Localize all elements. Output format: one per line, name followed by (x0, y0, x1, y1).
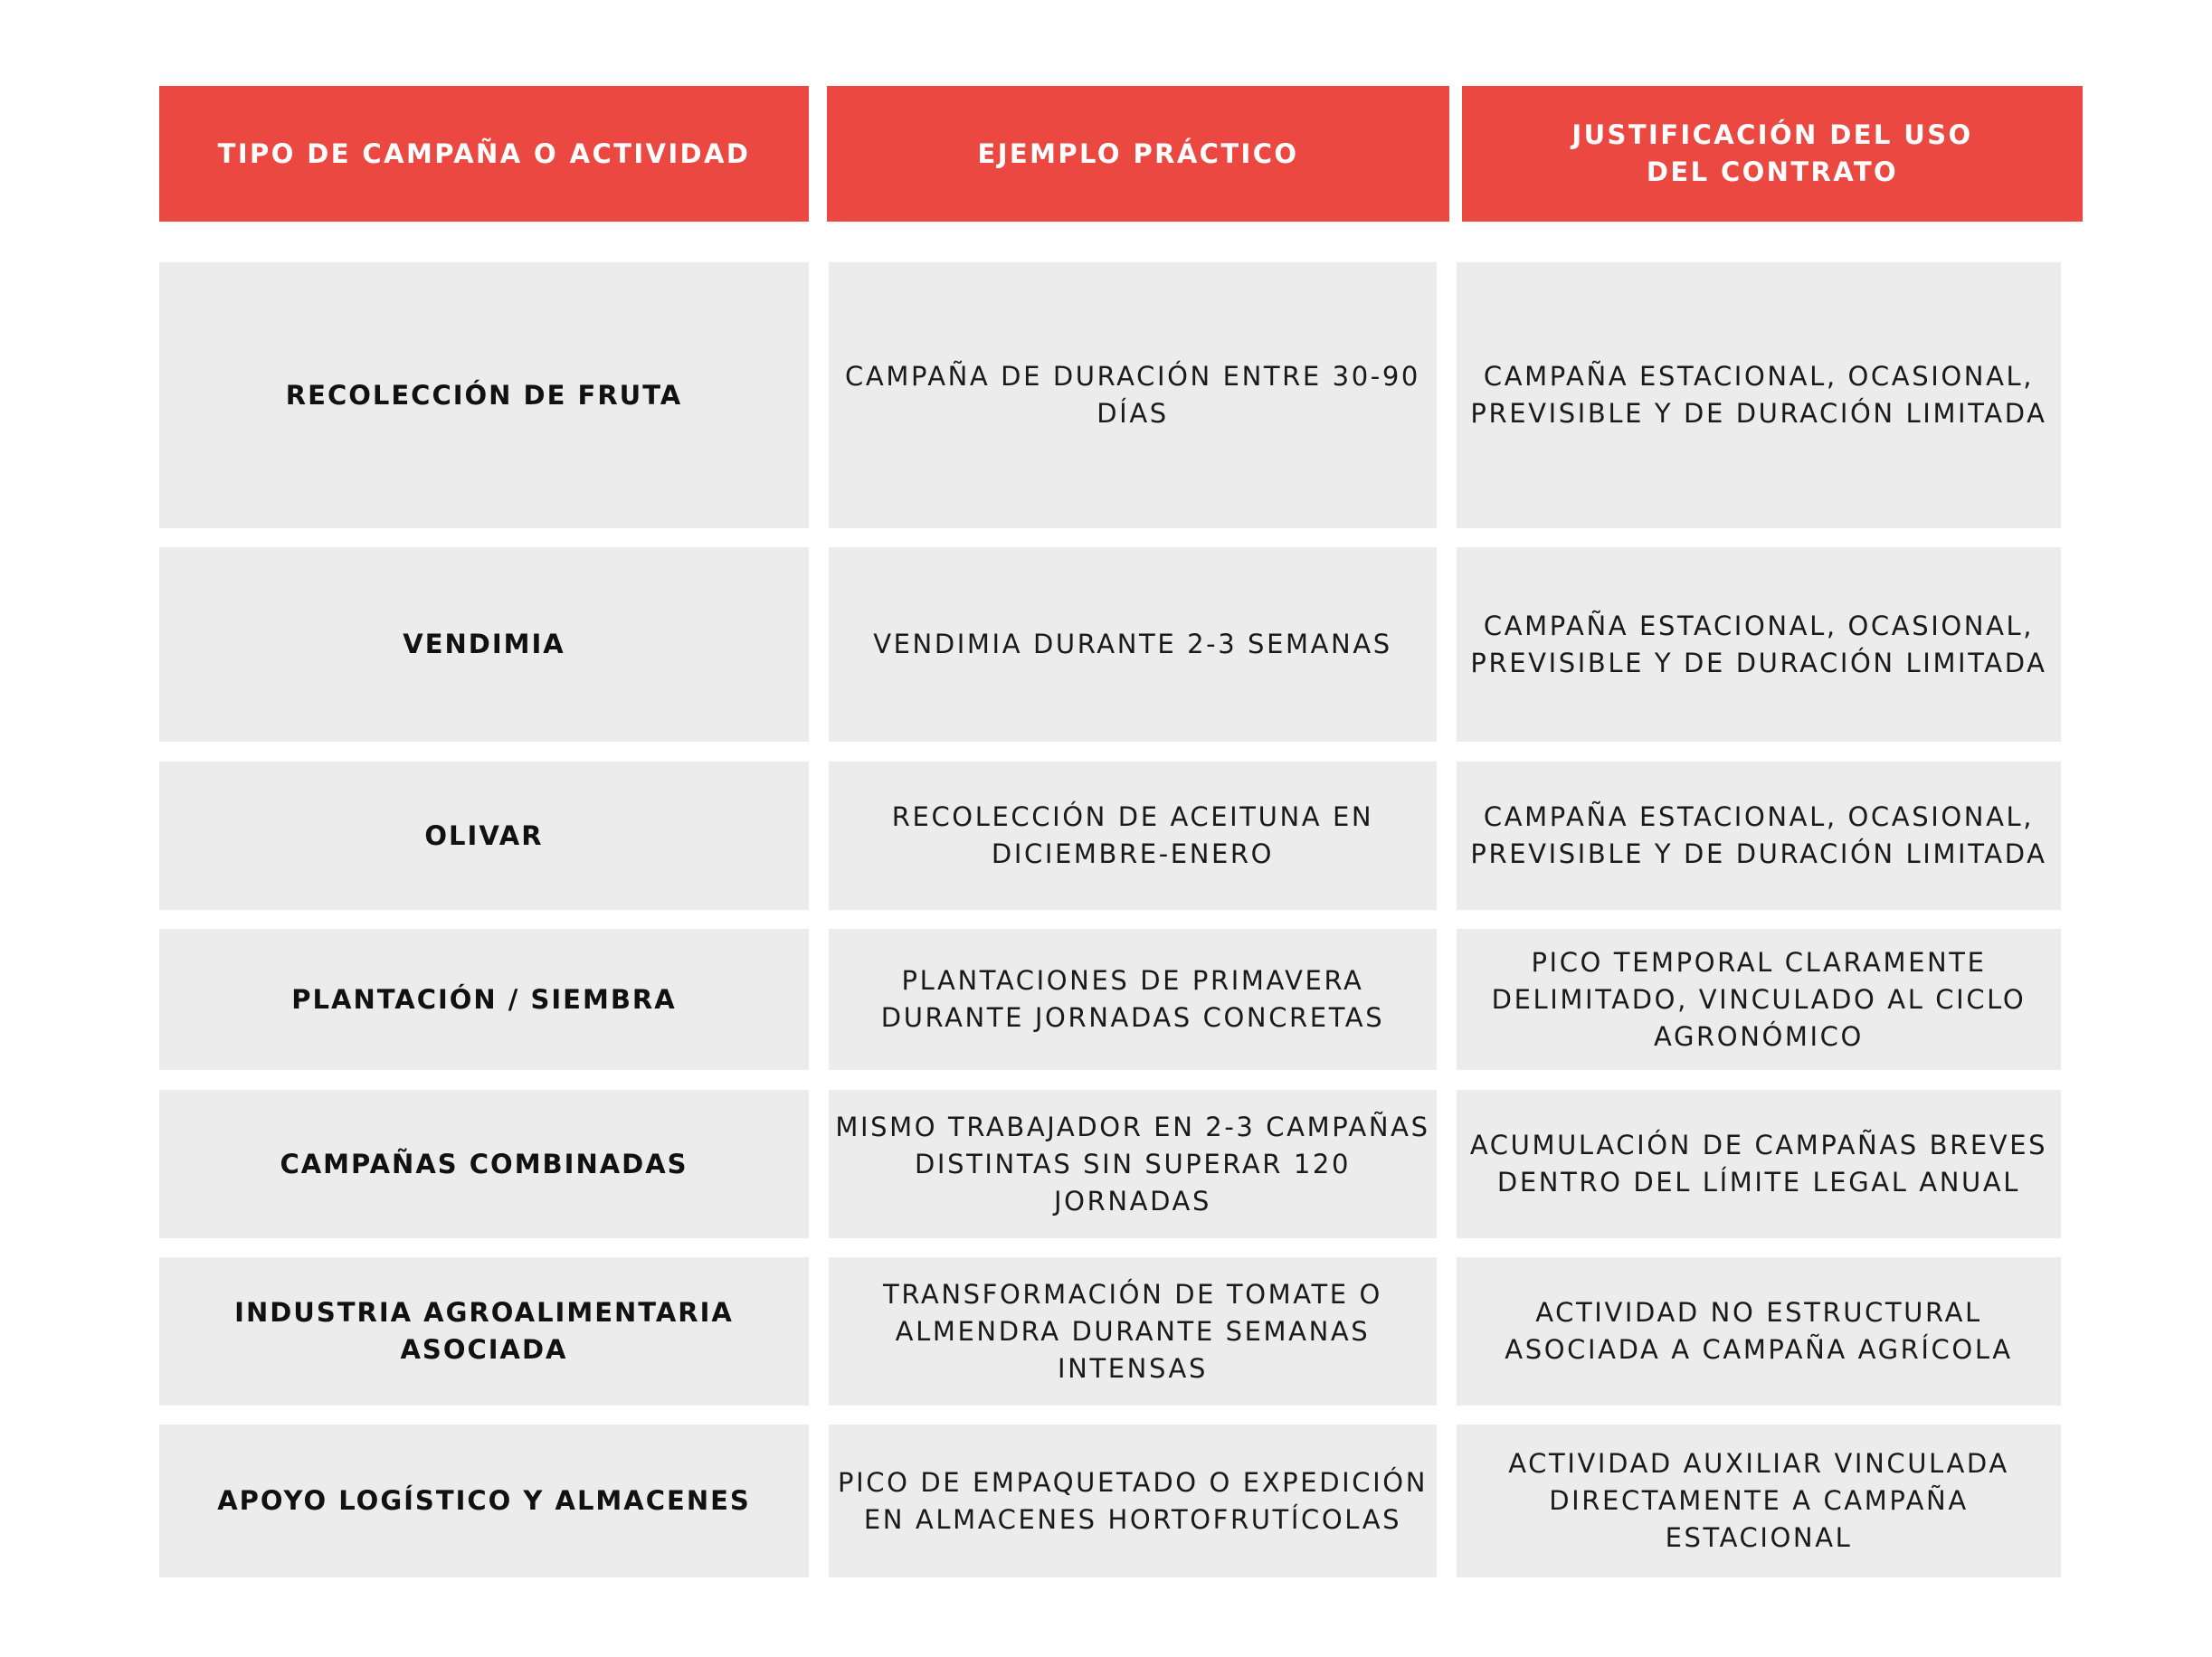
table-cell-contract-justification-text: ACTIVIDAD AUXILIAR VINCULADA DIRECTAMENTE A CAMPAÑA ESTACIONAL (1508, 1448, 2009, 1553)
table-cell-contract-justification-text: CAMPAÑA ESTACIONAL, OCASIONAL, PREVISIBLE Y DE DURACIÓN LIMITADA (1470, 801, 2047, 869)
table-cell-contract-justification (1457, 1257, 2061, 1406)
table-cell-practical-example (829, 762, 1437, 910)
table-cell-contract-justification-text: CAMPAÑA ESTACIONAL, OCASIONAL, PREVISIBLE Y DE DURACIÓN LIMITADA (1470, 610, 2047, 678)
table-cell-practical-example-text: RECOLECCIÓN DE ACEITUNA EN DICIEMBRE-ENERO (891, 801, 1374, 869)
table-cell-practical-example-text: TRANSFORMACIÓN DE TOMATE O ALMENDRA DURANTE SEMANAS INTENSAS (883, 1278, 1382, 1384)
table-cell-activity-type-text: INDUSTRIA AGROALIMENTARIA ASOCIADA (234, 1297, 734, 1365)
header-practical-example (827, 86, 1449, 222)
header-contract-justification (1462, 86, 2083, 222)
table-cell-practical-example (829, 1425, 1437, 1577)
table-cell-activity-type-text: VENDIMIA (403, 629, 565, 659)
table-cell-practical-example-text: PICO DE EMPAQUETADO O EXPEDICIÓN EN ALMACENES HORTOFRUTÍCOLAS (837, 1466, 1428, 1535)
table-cell-activity-type-text: APOYO LOGÍSTICO Y ALMACENES (217, 1485, 751, 1516)
table-cell-contract-justification-text: PICO TEMPORAL CLARAMENTE DELIMITADO, VINCULADO AL CICLO AGRONÓMICO (1491, 946, 2027, 1052)
table-cell-activity-type (159, 1257, 809, 1406)
table-cell-contract-justification (1457, 929, 2061, 1070)
table-cell-activity-type (159, 262, 809, 528)
table-cell-practical-example-text: VENDIMIA DURANTE 2-3 SEMANAS (873, 629, 1392, 659)
table-cell-practical-example (829, 1257, 1437, 1406)
table-cell-contract-justification-text: ACUMULACIÓN DE CAMPAÑAS BREVES DENTRO DEL LÍMITE LEGAL ANUAL (1469, 1130, 2048, 1198)
table-cell-activity-type (159, 762, 809, 910)
header-activity-type-text: TIPO DE CAMPAÑA O ACTIVIDAD (217, 137, 751, 169)
header-activity-type (159, 86, 809, 222)
table-cell-practical-example (829, 547, 1437, 742)
table-cell-practical-example-text: PLANTACIONES DE PRIMAVERA DURANTE JORNADAS CONCRETAS (880, 965, 1385, 1033)
table-cell-contract-justification-text: CAMPAÑA ESTACIONAL, OCASIONAL, PREVISIBLE Y DE DURACIÓN LIMITADA (1470, 361, 2047, 429)
table-cell-activity-type-text: PLANTACIÓN / SIEMBRA (291, 983, 677, 1015)
table-cell-practical-example-text: MISMO TRABAJADOR EN 2-3 CAMPAÑAS DISTINTAS SIN SUPERAR 120 JORNADAS (835, 1111, 1430, 1217)
table-cell-practical-example-text: CAMPAÑA DE DURACIÓN ENTRE 30-90 DÍAS (845, 361, 1420, 429)
table-cell-practical-example (829, 262, 1437, 528)
table-cell-contract-justification-text: ACTIVIDAD NO ESTRUCTURAL ASOCIADA A CAMPAÑA AGRÍCOLA (1505, 1297, 2013, 1365)
table-cell-contract-justification (1457, 547, 2061, 742)
table-cell-activity-type-text: CAMPAÑAS COMBINADAS (280, 1148, 688, 1179)
table-cell-activity-type (159, 547, 809, 742)
table-cell-contract-justification (1457, 262, 2061, 528)
table-cell-activity-type (159, 1090, 809, 1238)
header-practical-example-text: EJEMPLO PRÁCTICO (977, 137, 1299, 169)
table-cell-practical-example (829, 1090, 1437, 1238)
table-cell-practical-example (829, 929, 1437, 1070)
table-cell-activity-type-text: RECOLECCIÓN DE FRUTA (285, 379, 683, 411)
table-cell-contract-justification (1457, 762, 2061, 910)
table-cell-activity-type (159, 929, 809, 1070)
table-cell-activity-type-text: OLIVAR (424, 819, 544, 851)
header-contract-justification-text: JUSTIFICACIÓN DEL USO DEL CONTRATO (1571, 119, 1973, 187)
table-cell-activity-type (159, 1425, 809, 1577)
table-cell-contract-justification (1457, 1090, 2061, 1238)
table-cell-contract-justification (1457, 1425, 2061, 1577)
